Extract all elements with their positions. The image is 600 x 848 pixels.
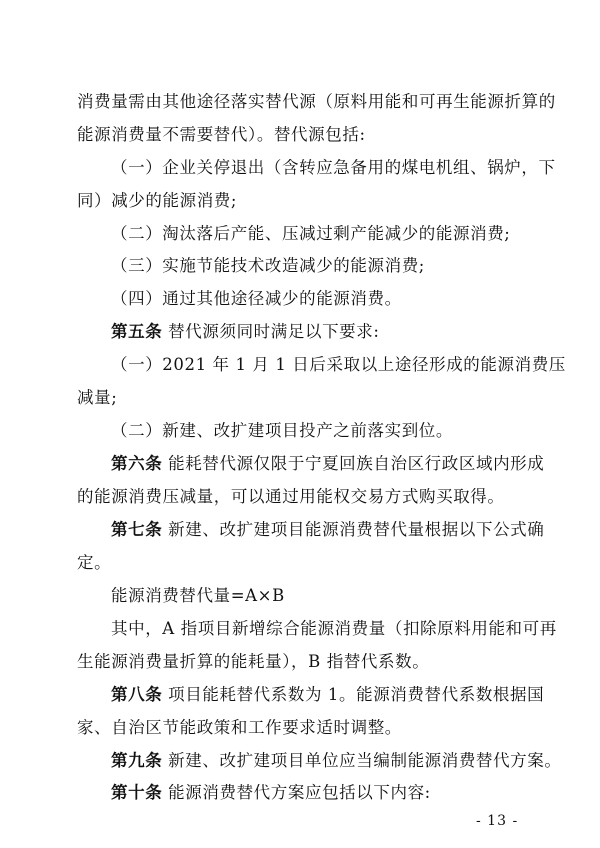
- article-heading: 第七条: [111, 520, 163, 539]
- text-line: （四）通过其他途径减少的能源消费。: [111, 289, 402, 308]
- text-line: 定。: [77, 553, 112, 572]
- text-line: 的能源消费压减量，可以通过用能权交易方式购买取得。: [77, 487, 505, 506]
- page-number: - 13 -: [476, 813, 519, 829]
- formula-line: 能源消费替代量=A×B: [111, 586, 285, 605]
- text-line: （三）实施节能技术改造减少的能源消费;: [111, 256, 425, 275]
- text-line: 其中，A 指项目新增综合能源消费量（扣除原料用能和可再: [111, 619, 557, 638]
- article-text: 项目能耗替代系数为 1。能源消费替代系数根据国: [168, 685, 545, 704]
- article-text: 能源消费替代方案应包括以下内容:: [168, 783, 431, 802]
- article-paragraph: [111, 750, 600, 772]
- article-heading: 第六条: [111, 454, 163, 473]
- text-line: （二）新建、改扩建项目投产之前落实到位。: [111, 421, 453, 440]
- article-text: 新建、改扩建项目单位应当编制能源消费替代方案。: [168, 751, 562, 770]
- article-text: 能耗替代源仅限于宁夏回族自治区行政区域内形成: [168, 454, 545, 473]
- text-line: 消费量需由其他途径落实替代源（原料用能和可再生能源折算的: [77, 92, 556, 111]
- text-line: （一）企业关停退出（含转应急备用的煤电机组、锅炉，下: [111, 158, 556, 177]
- article-heading: 第八条: [111, 685, 163, 704]
- text-line: 生能源消费量折算的能耗量），B 指替代系数。: [77, 652, 430, 671]
- article-heading: 第九条: [111, 751, 163, 770]
- text-line: 减量;: [77, 388, 118, 407]
- text-line: 能源消费量不需要替代）。替代源包括:: [77, 125, 366, 144]
- article-paragraph: [111, 519, 600, 541]
- article-text: 替代源须同时满足以下要求:: [168, 322, 380, 341]
- article-paragraph: [111, 782, 600, 804]
- article-text: 新建、改扩建项目能源消费替代量根据以下公式确: [168, 520, 545, 539]
- text-line: （二）淘汰落后产能、压减过剩产能减少的能源消费;: [111, 224, 511, 243]
- text-line: 同）减少的能源消费;: [77, 191, 238, 210]
- article-paragraph: [111, 684, 600, 706]
- article-paragraph: [111, 321, 600, 343]
- article-heading: 第五条: [111, 322, 163, 341]
- text-line: （一）2021 年 1 月 1 日后采取以上途径形成的能源消费压: [111, 355, 566, 374]
- article-paragraph: [111, 453, 600, 475]
- article-heading: 第十条: [111, 783, 163, 802]
- text-line: 家、自治区节能政策和工作要求适时调整。: [77, 718, 402, 737]
